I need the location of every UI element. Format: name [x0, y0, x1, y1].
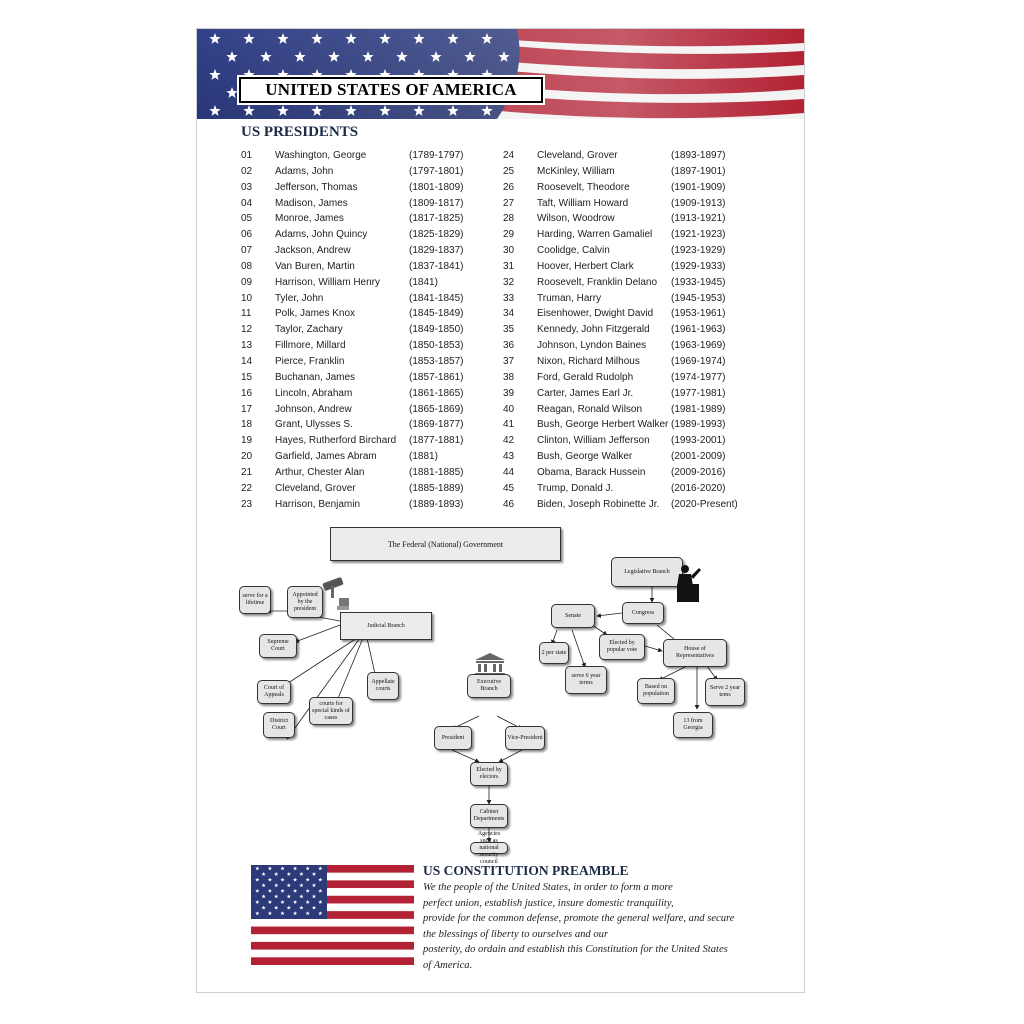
president-row [503, 259, 753, 275]
president-name: Johnson, Lyndon Baines [537, 340, 647, 352]
president-years: (1909-1913) [671, 197, 726, 209]
president-name: Taft, William Howard [537, 197, 629, 209]
president-number: 27 [503, 197, 515, 209]
president-years: (1829-1837) [409, 245, 464, 257]
president-years: (1963-1969) [671, 340, 726, 352]
president-row [241, 433, 491, 449]
president-row [503, 227, 753, 243]
president-number: 17 [241, 403, 253, 415]
presidents-list-left [241, 148, 491, 512]
president-years: (2009-2016) [671, 466, 726, 478]
node-president: President [434, 726, 472, 750]
president-row [503, 196, 753, 212]
president-row [241, 354, 491, 370]
president-name: Carter, James Earl Jr. [537, 387, 634, 399]
president-years: (1945-1953) [671, 292, 726, 304]
president-number: 22 [241, 482, 253, 494]
president-years: (1797-1801) [409, 165, 464, 177]
president-name: Roosevelt, Franklin Delano [537, 276, 658, 288]
node-executive-branch: Executive Branch [467, 674, 511, 698]
president-years: (1881-1885) [409, 466, 464, 478]
president-years: (1850-1853) [409, 340, 464, 352]
president-number: 30 [503, 245, 515, 257]
president-name: Adams, John [275, 165, 334, 177]
president-name: Arthur, Chester Alan [275, 466, 365, 478]
president-row [503, 354, 753, 370]
president-row [503, 164, 753, 180]
flag-banner [197, 29, 804, 119]
president-number: 40 [503, 403, 515, 415]
president-name: Jackson, Andrew [275, 245, 351, 257]
president-number: 09 [241, 276, 253, 288]
president-name: Eisenhower, Dwight David [537, 308, 654, 320]
president-number: 25 [503, 165, 515, 177]
president-row [241, 449, 491, 465]
president-years: (1977-1981) [671, 387, 726, 399]
president-name: Clinton, William Jefferson [537, 435, 650, 447]
president-name: Taylor, Zachary [275, 324, 343, 336]
president-number: 03 [241, 181, 253, 193]
president-name: Cleveland, Grover [275, 482, 356, 494]
speaker-podium-icon [671, 564, 707, 602]
president-row [503, 481, 753, 497]
president-number: 01 [241, 150, 253, 161]
node-two-year-terms: Serve 2 year tems [705, 678, 745, 706]
president-number: 44 [503, 466, 515, 478]
president-row [503, 148, 753, 164]
president-row [241, 338, 491, 354]
president-name: Van Buren, Martin [275, 260, 355, 272]
president-row [241, 275, 491, 291]
node-cabinet-departments: Cabinet Departments [470, 804, 508, 828]
president-years: (2001-2009) [671, 451, 726, 463]
federal-government-box: The Federal (National) Government [330, 527, 561, 561]
page-title: UNITED STATES OF AMERICA [239, 77, 543, 103]
president-number: 37 [503, 355, 515, 367]
president-name: Trump, Donald J. [537, 482, 614, 494]
node-lifetime: serve for a lifetime [239, 586, 271, 614]
president-number: 32 [503, 276, 515, 288]
president-number: 07 [241, 245, 253, 257]
president-row [241, 227, 491, 243]
president-row [503, 370, 753, 386]
president-years: (1974-1977) [671, 371, 726, 383]
node-vice-president: Vice-President [505, 726, 545, 750]
president-years: (1789-1797) [409, 150, 464, 161]
president-row [241, 417, 491, 433]
president-name: Polk, James Knox [275, 308, 356, 320]
president-row [503, 497, 753, 513]
president-years: (1841) [409, 276, 438, 288]
president-number: 06 [241, 229, 253, 241]
president-row [241, 497, 491, 513]
president-row [503, 180, 753, 196]
president-years: (1923-1929) [671, 245, 726, 257]
president-number: 21 [241, 466, 253, 478]
president-years: (1933-1945) [671, 276, 726, 288]
president-years: (1837-1841) [409, 260, 464, 272]
president-number: 28 [503, 213, 515, 225]
node-two-per-state: 2 per state [539, 642, 569, 664]
president-name: Hayes, Rutherford Birchard [275, 435, 397, 447]
president-number: 18 [241, 419, 253, 431]
president-row [241, 402, 491, 418]
president-row [503, 211, 753, 227]
president-number: 38 [503, 371, 515, 383]
president-years: (1889-1893) [409, 498, 464, 510]
president-years: (1809-1817) [409, 197, 464, 209]
president-name: Harrison, Benjamin [275, 498, 361, 510]
president-row [241, 481, 491, 497]
president-name: Lincoln, Abraham [275, 387, 353, 399]
preamble-line: perfect union, establish justice, insure domestic tranquility, [423, 897, 674, 909]
president-number: 33 [503, 292, 515, 304]
president-years: (1969-1974) [671, 355, 726, 367]
preamble-text [423, 880, 753, 974]
president-name: Coolidge, Calvin [537, 245, 610, 257]
node-georgia: 13 from Georgia [673, 712, 713, 738]
president-row [503, 338, 753, 354]
president-years: (1913-1921) [671, 213, 726, 225]
preamble-line: posterity, do ordain and establish this Constitution for the United States [423, 944, 728, 956]
node-appellate-courts: Appellate courts [367, 672, 399, 700]
president-years: (1865-1869) [409, 403, 464, 415]
president-row [241, 386, 491, 402]
president-number: 05 [241, 213, 253, 225]
president-row [503, 291, 753, 307]
president-number: 42 [503, 435, 515, 447]
president-row [241, 164, 491, 180]
president-name: Reagan, Ronald Wilson [537, 403, 643, 415]
presidents-heading: US PRESIDENTS [241, 124, 359, 140]
president-number: 08 [241, 260, 253, 272]
president-name: Wilson, Woodrow [537, 213, 615, 225]
president-years: (1953-1961) [671, 308, 726, 320]
president-number: 43 [503, 451, 515, 463]
president-row [503, 386, 753, 402]
president-number: 04 [241, 197, 253, 209]
president-name: Kennedy, John Fitzgerald [537, 324, 650, 336]
president-years: (1993-2001) [671, 435, 726, 447]
president-number: 15 [241, 371, 253, 383]
president-row [241, 259, 491, 275]
president-row [503, 306, 753, 322]
president-years: (1881) [409, 451, 438, 463]
president-number: 20 [241, 451, 253, 463]
president-name: Truman, Harry [537, 292, 602, 304]
president-row [241, 322, 491, 338]
node-elected-by-electors: Elected by electors [470, 762, 508, 786]
president-number: 02 [241, 165, 253, 177]
president-row [503, 417, 753, 433]
president-name: McKinley, William [537, 165, 615, 177]
government-diagram [197, 524, 804, 865]
president-name: Pierce, Franklin [275, 355, 345, 367]
president-number: 26 [503, 181, 515, 193]
president-name: Madison, James [275, 197, 348, 209]
president-years: (1897-1901) [671, 165, 726, 177]
poster [196, 28, 805, 993]
president-name: Cleveland, Grover [537, 150, 618, 161]
node-special-courts: courts for special kinds of cases [309, 697, 353, 725]
us-flag-image [251, 865, 414, 965]
president-name: Washington, George [275, 150, 367, 161]
president-row [503, 433, 753, 449]
node-popular-vote: Elected by popular vote [599, 634, 645, 660]
president-row [241, 243, 491, 259]
president-row [241, 465, 491, 481]
president-name: Buchanan, James [275, 371, 356, 383]
president-row [503, 449, 753, 465]
president-name: Roosevelt, Theodore [537, 181, 630, 193]
president-row [241, 291, 491, 307]
president-row [241, 370, 491, 386]
preamble-line: the blessings of liberty to ourselves and our [423, 928, 609, 940]
president-name: Hoover, Herbert Clark [537, 260, 634, 272]
president-number: 31 [503, 260, 515, 272]
node-senate: Senate [551, 604, 595, 628]
president-row [503, 322, 753, 338]
president-name: Tyler, John [275, 292, 324, 304]
node-house-of-representatives: House of Representatives [663, 639, 727, 667]
president-years: (1801-1809) [409, 181, 464, 193]
president-row [241, 306, 491, 322]
president-number: 34 [503, 308, 515, 320]
president-name: Nixon, Richard Milhous [537, 355, 640, 367]
preamble-line: of America. [423, 959, 473, 971]
node-congress: Congress [622, 602, 664, 624]
president-number: 13 [241, 340, 253, 352]
president-years: (1861-1865) [409, 387, 464, 399]
president-name: Harding, Warren Gamaliel [537, 229, 653, 241]
president-years: (1817-1825) [409, 213, 464, 225]
president-number: 12 [241, 324, 253, 336]
president-number: 19 [241, 435, 253, 447]
president-number: 45 [503, 482, 515, 494]
node-agencies: Agencies such as national security council [470, 842, 508, 854]
president-years: (1885-1889) [409, 482, 464, 494]
president-years: (1961-1963) [671, 324, 726, 336]
president-number: 36 [503, 340, 515, 352]
president-number: 46 [503, 498, 515, 510]
node-based-on-population: Based on population [637, 678, 675, 704]
gavel-icon [321, 572, 349, 612]
president-years: (1845-1849) [409, 308, 464, 320]
president-years: (1929-1933) [671, 260, 726, 272]
president-row [503, 275, 753, 291]
preamble-line: We the people of the United States, in order to form a more [423, 882, 673, 893]
node-six-year-terms: serve 6 year terms [565, 666, 607, 694]
president-row [241, 211, 491, 227]
node-supreme-court: Supreme Court [259, 634, 297, 658]
node-judicial-branch: Judicial Branch [340, 612, 432, 640]
president-number: 14 [241, 355, 253, 367]
president-years: (2020-Present) [671, 498, 738, 510]
president-row [241, 196, 491, 212]
president-name: Monroe, James [275, 213, 344, 225]
president-number: 16 [241, 387, 253, 399]
president-years: (1857-1861) [409, 371, 464, 383]
president-number: 35 [503, 324, 515, 336]
president-name: Obama, Barack Hussein [537, 466, 646, 478]
president-years: (1981-1989) [671, 403, 726, 415]
president-name: Biden, Joseph Robinette Jr. [537, 498, 660, 510]
president-name: Harrison, William Henry [275, 276, 381, 288]
president-number: 11 [241, 308, 252, 320]
president-number: 10 [241, 292, 253, 304]
node-legislative-branch: Legislative Branch [611, 557, 683, 587]
president-number: 23 [241, 498, 253, 510]
president-name: Jefferson, Thomas [275, 181, 358, 193]
president-years: (1901-1909) [671, 181, 726, 193]
president-years: (1853-1857) [409, 355, 464, 367]
capitol-building-icon [473, 652, 507, 676]
president-years: (1841-1845) [409, 292, 464, 304]
president-number: 41 [503, 419, 515, 431]
president-years: (1989-1993) [671, 419, 726, 431]
president-years: (1849-1850) [409, 324, 464, 336]
preamble-line: provide for the common defense, promote the general welfare, and secure [423, 913, 735, 925]
president-row [241, 148, 491, 164]
president-name: Adams, John Quincy [275, 229, 368, 241]
president-row [503, 402, 753, 418]
president-name: Ford, Gerald Rudolph [537, 371, 634, 383]
president-name: Johnson, Andrew [275, 403, 352, 415]
president-row [503, 465, 753, 481]
president-name: Grant, Ulysses S. [275, 419, 353, 431]
president-number: 39 [503, 387, 515, 399]
president-number: 29 [503, 229, 515, 241]
preamble-heading: US CONSTITUTION PREAMBLE [423, 863, 629, 878]
president-row [241, 180, 491, 196]
president-years: (1877-1881) [409, 435, 464, 447]
president-name: Bush, George Walker [537, 451, 633, 463]
president-years: (1825-1829) [409, 229, 464, 241]
president-years: (1893-1897) [671, 150, 726, 161]
node-district-court: District Court [263, 712, 295, 738]
president-name: Bush, George Herbert Walker [537, 419, 669, 431]
president-years: (2016-2020) [671, 482, 726, 494]
president-name: Garfield, James Abram [275, 451, 377, 463]
president-row [503, 243, 753, 259]
president-number: 24 [503, 150, 515, 161]
presidents-list-right [503, 148, 753, 512]
president-years: (1869-1877) [409, 419, 464, 431]
node-court-of-appeals: Court of Appeals [257, 680, 291, 704]
president-name: Fillmore, Millard [275, 340, 346, 352]
node-appointed: Appointed by the president [287, 586, 323, 618]
president-years: (1921-1923) [671, 229, 726, 241]
waving-flag-image [197, 29, 804, 119]
